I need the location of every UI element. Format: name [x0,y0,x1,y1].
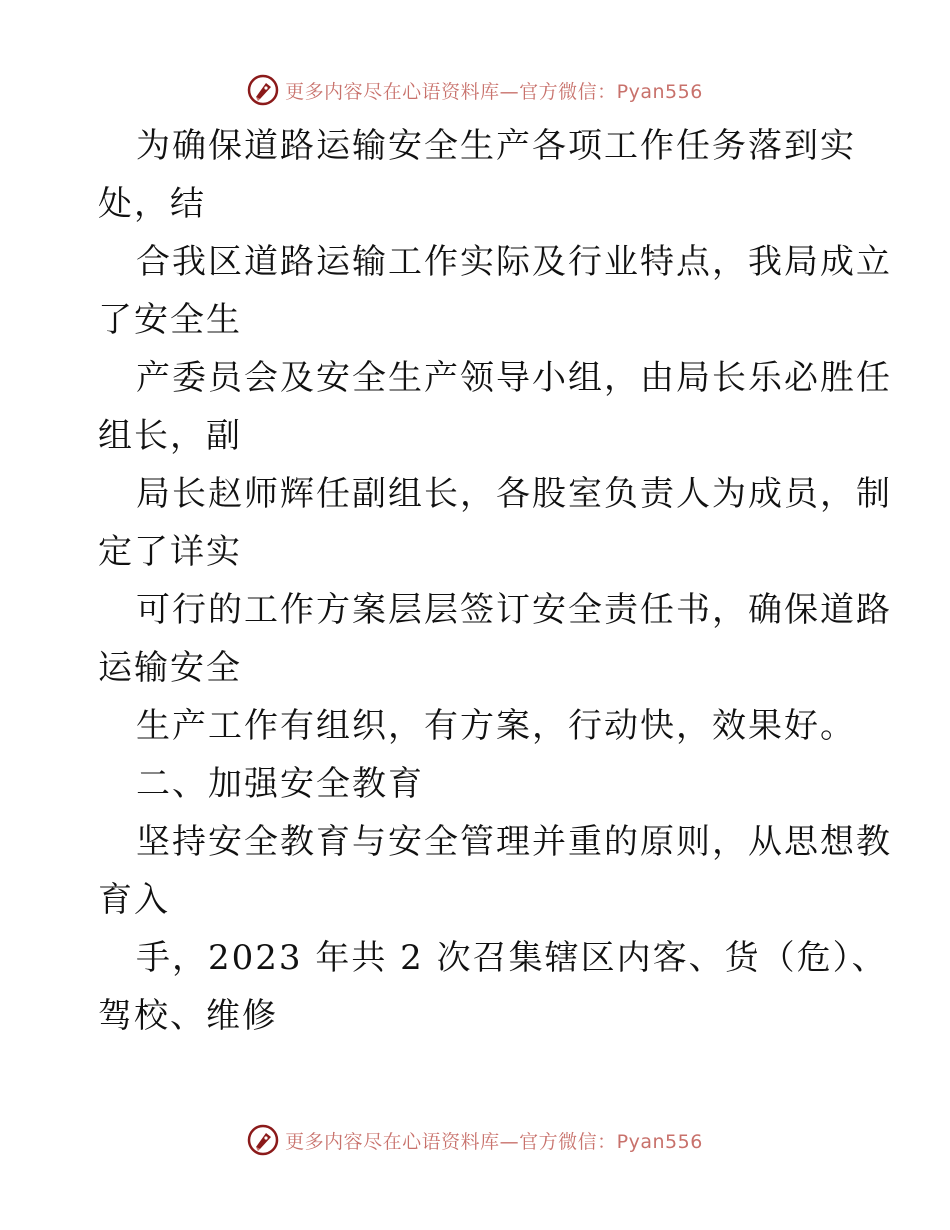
footer-banner [0,1120,950,1160]
body-line: 处，结 [98,184,206,224]
body-line: 为确保道路运输安全生产各项工作任务落到实 [136,126,856,166]
header-banner-text: 更多内容尽在心语资料库—官方微信：Pyan556 [285,80,703,103]
body-line: 育入 [98,880,170,920]
body-line: 坚持安全教育与安全管理并重的原则，从思想教 [136,822,892,862]
body-line: 手，2023 年共 2 次召集辖区内客、货（危）、 [136,938,888,978]
body-line: 定了详实 [98,532,242,572]
body-line: 局长赵师辉任副组长，各股室负责人为成员，制 [136,474,892,514]
pen-nib-logo-icon [247,1124,279,1156]
body-line: 了安全生 [98,300,242,340]
body-line: 驾校、维修 [98,996,278,1036]
body-line: 运输安全 [98,648,242,688]
pen-nib-logo-icon [247,74,279,106]
body-line: 组长，副 [98,416,242,456]
body-line: 产委员会及安全生产领导小组，由局长乐必胜任 [136,358,892,398]
section-heading: 二、加强安全教育 [136,764,424,804]
header-banner [0,70,950,110]
body-line: 合我区道路运输工作实际及行业特点，我局成立 [136,242,892,282]
body-line: 可行的工作方案层层签订安全责任书，确保道路 [136,590,892,630]
footer-banner-text: 更多内容尽在心语资料库—官方微信：Pyan556 [285,1130,703,1153]
document-body [98,117,892,1045]
body-line: 生产工作有组织，有方案，行动快，效果好。 [136,706,856,746]
